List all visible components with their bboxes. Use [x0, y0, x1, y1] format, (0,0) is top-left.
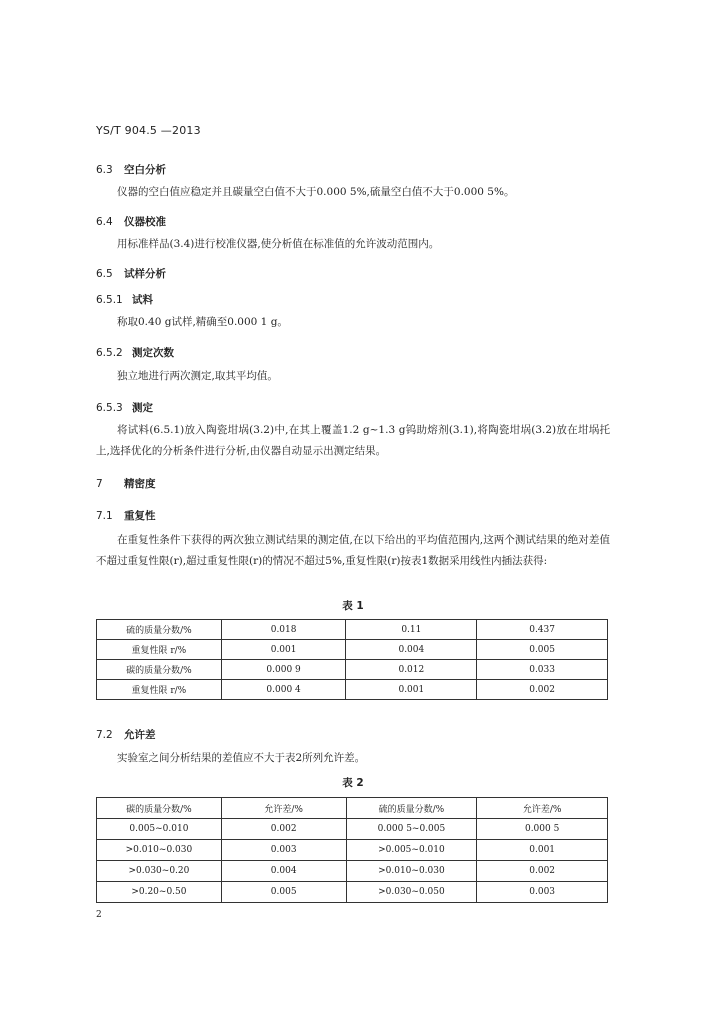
table-1	[96, 619, 608, 700]
heading-6-4: 6.4 仪器校准	[96, 216, 166, 228]
table-2-caption: 表 2	[342, 777, 364, 789]
heading-6-5: 6.5 试样分析	[96, 268, 166, 280]
heading-7: 7 精密度	[96, 478, 156, 490]
heading-6-3: 6.3 空白分析	[96, 164, 166, 176]
table-row: >0.010~0.030 0.003 >0.005~0.010 0.001	[97, 840, 608, 861]
paragraph-6-5-1: 称取0.40 g试样,精确至0.000 1 g。	[117, 316, 288, 328]
heading-7-1: 7.1 重复性	[96, 510, 156, 522]
standard-number-header: YS/T 904.5 —2013	[96, 124, 201, 137]
heading-7-2: 7.2 允许差	[96, 729, 156, 741]
paragraph-6-3: 仪器的空白值应稳定并且碳量空白值不大于0.000 5%,硫量空白值不大于0.000 5%。	[117, 186, 515, 198]
page-number: 2	[96, 910, 102, 920]
table-row: 0.005~0.010 0.002 0.000 5~0.005 0.000 5	[97, 819, 608, 840]
table-2	[96, 797, 608, 903]
paragraph-6-5-3: 将试料(6.5.1)放入陶瓷坩埚(3.2)中,在其上覆盖1.2 g~1.3 g钨助熔剂(3.1),将陶瓷坩埚(3.2)放在坩埚托上,选择优化的分析条件进行分析,由仪器自动显示出测定结果。	[96, 424, 610, 457]
heading-6-5-3: 6.5.3 测定	[96, 402, 153, 414]
table-row: 碳的质量分数/% 0.000 9 0.012 0.033	[97, 660, 608, 680]
paragraph-7-2: 实验室之间分析结果的差值应不大于表2所列允许差。	[117, 752, 366, 764]
paragraph-7-1: 在重复性条件下获得的两次独立测试结果的测定值,在以下给出的平均值范围内,这两个测试结果的绝对差值不超过重复性限(r),超过重复性限(r)的情况不超过5%,重复性限(r)按表1数据采用线性内插法获得:	[96, 534, 610, 567]
table-row: >0.030~0.20 0.004 >0.010~0.030 0.002	[97, 861, 608, 882]
paragraph-6-5-2: 独立地进行两次测定,取其平均值。	[117, 370, 278, 382]
paragraph-6-4: 用标准样品(3.4)进行校准仪器,使分析值在标准值的允许波动范围内。	[117, 238, 440, 250]
table-row: 重复性限 r/% 0.001 0.004 0.005	[97, 640, 608, 660]
heading-6-5-1: 6.5.1 试料	[96, 294, 153, 306]
table-header-row: 碳的质量分数/% 允许差/% 硫的质量分数/% 允许差/%	[97, 798, 608, 819]
table-row: 硫的质量分数/% 0.018 0.11 0.437	[97, 620, 608, 640]
table-row: 重复性限 r/% 0.000 4 0.001 0.002	[97, 680, 608, 700]
heading-6-5-2: 6.5.2 测定次数	[96, 347, 174, 359]
table-row: >0.20~0.50 0.005 >0.030~0.050 0.003	[97, 882, 608, 903]
table-1-caption: 表 1	[342, 600, 364, 612]
